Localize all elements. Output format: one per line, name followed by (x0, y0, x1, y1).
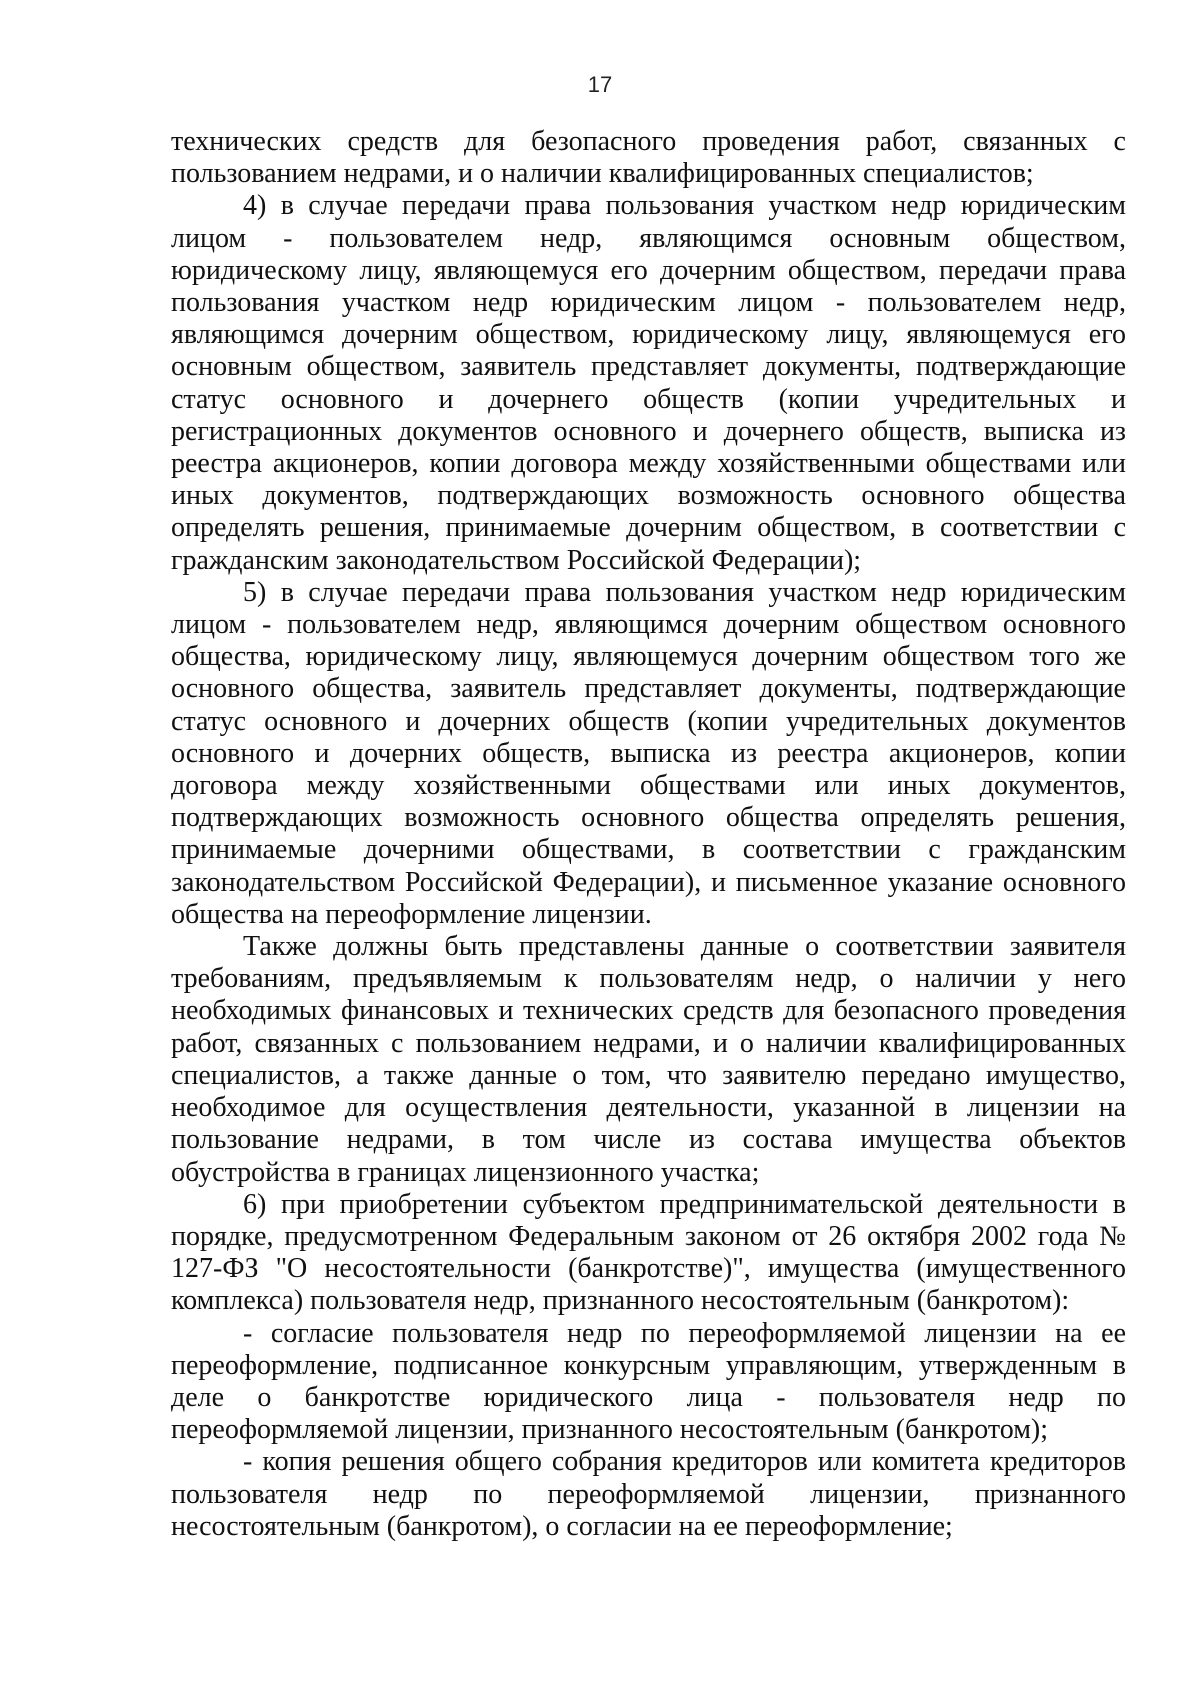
paragraph-item-4: 4) в случае передачи права пользования участком недр юридическим лицом - пользователем недр, являющимся основным обществом, юридическому лицу, являющемуся его дочерним обществом, передачи права пользования участком недр юридическим лицом - пользователем недр, являющимся дочерним обществом, юридическому лицу, являющемуся его основным обществом, заявитель представляет документы, подтверждающие статус основного и дочернего обществ (копии учредительных и регистрационных документов основного и дочернего обществ, выписка из реестра акционеров, копии договора между хозяйственными обществами или иных документов, подтверждающих возможность основного общества определять решения, принимаемые дочерним обществом, в соответствии с гражданским законодательством Российской Федерации); (171, 190, 1126, 576)
paragraph-item-6-creditors-decision: - копия решения общего собрания кредиторов или комитета кредиторов пользователя недр по переоформляемой лицензии, признанного несостоятельным (банкротом), о согласии на ее переоформление; (171, 1446, 1126, 1542)
paragraph-item-5: 5) в случае передачи права пользования участком недр юридическим лицом - пользователем недр, являющимся дочерним обществом основного общества, юридическому лицу, являющемуся дочерним обществом того же основного общества, заявитель представляет документы, подтверждающие статус основного и дочерних обществ (копии учредительных документов основного и дочерних обществ, выписка из реестра акционеров, копии договора между хозяйственными обществами или иных документов, подтверждающих возможность основного общества определять решения, принимаемые дочерними обществами, в соответствии с гражданским законодательством Российской Федерации), и письменное указание основного общества на переоформление лицензии. (171, 576, 1126, 930)
page-number: 17 (587, 72, 613, 97)
paragraph-item-6-consent: - согласие пользователя недр по переоформляемой лицензии на ее переоформление, подписанное конкурсным управляющим, утвержденным в деле о банкротстве юридического лица - пользователя недр по переоформляемой лицензии, признанного несостоятельным (банкротом); (171, 1317, 1126, 1446)
paragraph-continuation: технических средств для безопасного проведения работ, связанных с пользованием недрами, и о наличии квалифицированных специалистов; (171, 126, 1126, 190)
paragraph-item-6: 6) при приобретении субъектом предпринимательской деятельности в порядке, предусмотренном Федеральным законом от 26 октября 2002 года № 127-ФЗ "О несостоятельности (банкротстве)", имущества (имущественного комплекса) пользователя недр, признанного несостоятельным (банкротом): (171, 1188, 1126, 1317)
paragraph-requirements: Также должны быть представлены данные о соответствии заявителя требованиям, предъявляемым к пользователям недр, о наличии у него необходимых финансовых и технических средств для безопасного проведения работ, связанных с пользованием недрами, и о наличии квалифицированных специалистов, а также данные о том, что заявителю передано имущество, необходимое для осуществления деятельности, указанной в лицензии на пользование недрами, в том числе из состава имущества объектов обустройства в границах лицензионного участка; (171, 931, 1126, 1188)
document-body (171, 126, 1126, 1543)
